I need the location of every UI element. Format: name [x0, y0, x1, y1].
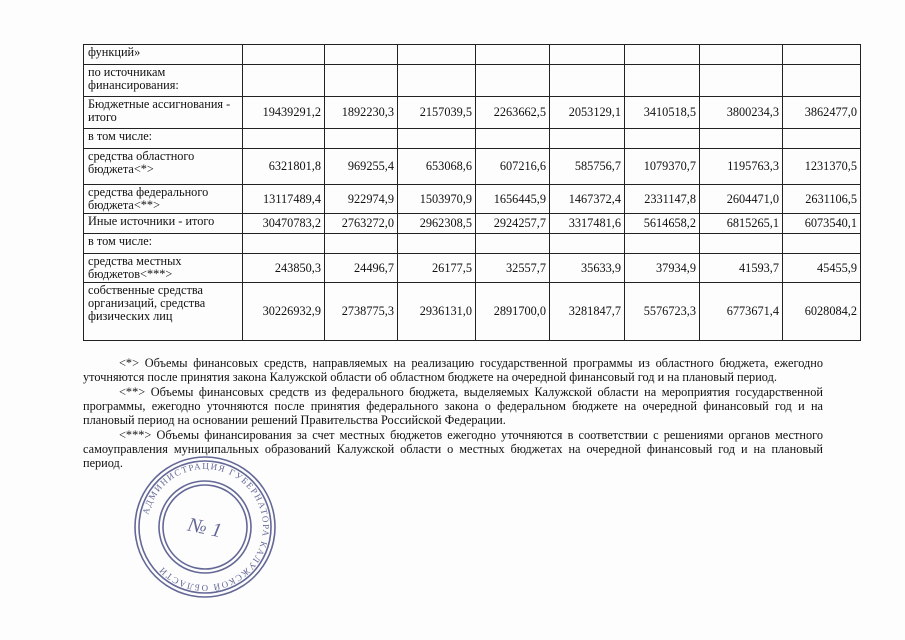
value-cell: 2738775,3: [325, 283, 398, 341]
value-cell: [398, 234, 476, 254]
table-row: [84, 185, 861, 214]
table-row: [84, 65, 861, 97]
value-cell: [325, 129, 398, 149]
value-cell: 6073540,1: [783, 214, 861, 234]
value-cell: 1079370,7: [625, 149, 700, 185]
value-cell: 6773671,4: [700, 283, 783, 341]
value-cell: [325, 45, 398, 65]
value-cell: [700, 65, 783, 97]
official-stamp-icon: [116, 438, 294, 616]
table-row: [84, 149, 861, 185]
row-label: в том числе:: [84, 129, 243, 149]
value-cell: [625, 65, 700, 97]
row-label: собственные средства организаций, средства физических лиц: [84, 283, 243, 341]
value-cell: [243, 45, 325, 65]
footnote-local: <***> Объемы финансирования за счет местных бюджетов ежегодно уточняются в соответствии с решениями органов местного самоуправления муниципальных образований Калужской области о местных бюджетах на очередной финансовый год и на плановый период.: [83, 428, 823, 470]
value-cell: [550, 234, 625, 254]
value-cell: 607216,6: [476, 149, 550, 185]
table-row: [84, 234, 861, 254]
value-cell: 32557,7: [476, 254, 550, 283]
value-cell: 2763272,0: [325, 214, 398, 234]
value-cell: [398, 65, 476, 97]
value-cell: 2962308,5: [398, 214, 476, 234]
row-label: средства областного бюджета<*>: [84, 149, 243, 185]
stamp-number: № 1: [185, 513, 224, 543]
value-cell: 19439291,2: [243, 97, 325, 129]
value-cell: [625, 234, 700, 254]
value-cell: 2053129,1: [550, 97, 625, 129]
row-label: средства федерального бюджета<**>: [84, 185, 243, 214]
value-cell: 1656445,9: [476, 185, 550, 214]
stamp-ring-text: АДМИНИСТРАЦИЯ ГУБЕРНАТОРА КАЛУЖСКОЙ ОБЛАСТИ: [140, 460, 272, 594]
value-cell: 243850,3: [243, 254, 325, 283]
value-cell: 585756,7: [550, 149, 625, 185]
table-row: [84, 254, 861, 283]
value-cell: [783, 65, 861, 97]
value-cell: [625, 129, 700, 149]
value-cell: 969255,4: [325, 149, 398, 185]
footnote-regional: <*> Объемы финансовых средств, направляемых на реализацию государственной программы из областного бюджета, ежегодно уточняются после принятия закона Калужской области об областном бюджете на очередной финансовый год и на плановый период.: [83, 356, 823, 384]
value-cell: 2331147,8: [625, 185, 700, 214]
value-cell: 37934,9: [625, 254, 700, 283]
value-cell: 653068,6: [398, 149, 476, 185]
value-cell: 3862477,0: [783, 97, 861, 129]
value-cell: 26177,5: [398, 254, 476, 283]
value-cell: 1231370,5: [783, 149, 861, 185]
value-cell: [550, 45, 625, 65]
table-row: [84, 214, 861, 234]
financing-table: [83, 44, 861, 341]
value-cell: [550, 129, 625, 149]
value-cell: 2891700,0: [476, 283, 550, 341]
value-cell: 3410518,5: [625, 97, 700, 129]
value-cell: [700, 129, 783, 149]
value-cell: [243, 129, 325, 149]
value-cell: 2263662,5: [476, 97, 550, 129]
value-cell: 45455,9: [783, 254, 861, 283]
value-cell: [243, 234, 325, 254]
table-row: [84, 45, 861, 65]
row-label: Иные источники - итого: [84, 214, 243, 234]
value-cell: 1503970,9: [398, 185, 476, 214]
value-cell: [625, 45, 700, 65]
value-cell: [398, 45, 476, 65]
table-row: [84, 283, 861, 341]
value-cell: [783, 45, 861, 65]
value-cell: [398, 129, 476, 149]
value-cell: 3281847,7: [550, 283, 625, 341]
value-cell: [550, 65, 625, 97]
value-cell: 1892230,3: [325, 97, 398, 129]
value-cell: [783, 234, 861, 254]
value-cell: 30470783,2: [243, 214, 325, 234]
value-cell: 1467372,4: [550, 185, 625, 214]
value-cell: 13117489,4: [243, 185, 325, 214]
value-cell: [783, 129, 861, 149]
value-cell: 2604471,0: [700, 185, 783, 214]
value-cell: 6815265,1: [700, 214, 783, 234]
value-cell: 2631106,5: [783, 185, 861, 214]
value-cell: [243, 65, 325, 97]
value-cell: [476, 234, 550, 254]
value-cell: 1195763,3: [700, 149, 783, 185]
value-cell: 5614658,2: [625, 214, 700, 234]
value-cell: [476, 65, 550, 97]
value-cell: [700, 234, 783, 254]
value-cell: [325, 65, 398, 97]
table-row: [84, 97, 861, 129]
table-row: [84, 129, 861, 149]
row-label: по источникам финансирования:: [84, 65, 243, 97]
value-cell: [476, 129, 550, 149]
value-cell: 3800234,3: [700, 97, 783, 129]
value-cell: 5576723,3: [625, 283, 700, 341]
value-cell: 2157039,5: [398, 97, 476, 129]
value-cell: 30226932,9: [243, 283, 325, 341]
value-cell: 24496,7: [325, 254, 398, 283]
value-cell: [700, 45, 783, 65]
value-cell: 922974,9: [325, 185, 398, 214]
footnote-federal: <**> Объемы финансовых средств из федерального бюджета, выделяемых Калужской области на мероприятия государственной программы, ежегодно уточняются после принятия федерального закона о федеральном бюджете на очередной финансовый год и на плановый период на основании решений Правительства Российской Федерации.: [83, 385, 823, 427]
value-cell: [476, 45, 550, 65]
value-cell: 2924257,7: [476, 214, 550, 234]
row-label: средства местных бюджетов<***>: [84, 254, 243, 283]
value-cell: [325, 234, 398, 254]
row-label: Бюджетные ассигнования - итого: [84, 97, 243, 129]
value-cell: 6028084,2: [783, 283, 861, 341]
value-cell: 6321801,8: [243, 149, 325, 185]
row-label: функций»: [84, 45, 243, 65]
value-cell: 2936131,0: [398, 283, 476, 341]
row-label: в том числе:: [84, 234, 243, 254]
value-cell: 35633,9: [550, 254, 625, 283]
value-cell: 41593,7: [700, 254, 783, 283]
value-cell: 3317481,6: [550, 214, 625, 234]
